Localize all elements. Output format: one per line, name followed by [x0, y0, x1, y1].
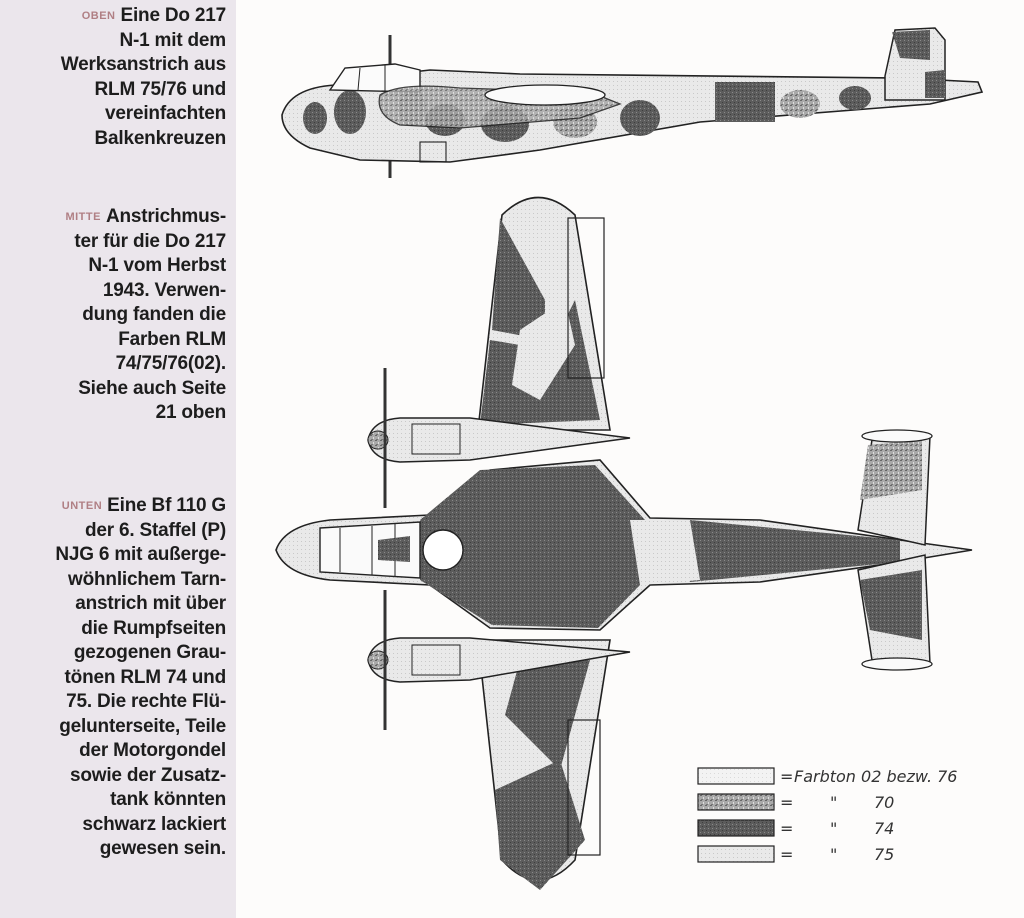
- caption-line: RLM 75/76 und: [94, 78, 226, 100]
- caption-line: der 6. Staffel (P): [84, 519, 226, 541]
- caption-top-lead: OBEN: [81, 10, 116, 22]
- caption-line: 21 oben: [155, 402, 226, 423]
- legend-swatch-light: [698, 768, 774, 784]
- legend-label: Farbton 02 bezw. 76: [794, 767, 958, 786]
- legend-swatch-pale: [698, 846, 774, 862]
- caption-bottom-lead: UNTEN: [61, 500, 103, 512]
- caption-line: gewesen sein.: [99, 838, 226, 859]
- camo-blotch: [839, 86, 871, 110]
- legend-eq: =: [780, 793, 794, 812]
- camo-patch: [860, 440, 922, 500]
- caption-line: vereinfachten: [105, 103, 226, 124]
- caption-line: gelunterseite, Teile: [59, 715, 226, 737]
- caption-line: N-1 vom Herbst: [88, 255, 226, 276]
- caption-line: gezogenen Grau-: [73, 642, 226, 663]
- camo-blotch: [925, 70, 945, 98]
- caption-line: sowie der Zusatz-: [69, 764, 226, 786]
- legend-eq: =: [780, 767, 794, 786]
- caption-line: 1943. Verwen-: [102, 279, 226, 301]
- caption-line: ter für die Do 217: [74, 230, 226, 252]
- legend-label: 75: [874, 845, 895, 864]
- camo-blotch: [620, 100, 660, 136]
- camo-blotch: [715, 82, 775, 122]
- caption-line: Farben RLM: [118, 328, 226, 350]
- color-legend: [698, 767, 957, 864]
- camo-blotch: [780, 90, 820, 118]
- caption-line: dung fanden die: [82, 304, 226, 325]
- wing-section: [485, 85, 605, 105]
- caption-line: 75. Die rechte Flü-: [66, 691, 226, 712]
- legend-swatch-dark: [698, 820, 774, 836]
- caption-line: Anstrichmus-: [105, 206, 226, 227]
- bf110-plan-view: [276, 198, 972, 891]
- legend-ditto: ": [830, 819, 838, 838]
- caption-line: Balkenkreuzen: [94, 127, 226, 149]
- tail-fin-top: [862, 430, 932, 442]
- caption-line: schwarz lackiert: [82, 813, 226, 835]
- tail-fin-bottom: [862, 658, 932, 670]
- caption-line: Eine Do 217: [120, 5, 226, 26]
- caption-line: 74/75/76(02).: [115, 353, 226, 374]
- legend-eq: =: [780, 845, 794, 864]
- do217-side-view: [282, 28, 982, 178]
- camo-patch: [630, 520, 700, 585]
- legend-label: 70: [874, 793, 895, 812]
- caption-line: der Motorgondel: [79, 740, 226, 761]
- caption-line: tank könnten: [110, 789, 226, 810]
- legend-eq: =: [780, 819, 794, 838]
- legend-swatch-speckle: [698, 794, 774, 810]
- caption-line: Eine Bf 110 G: [107, 495, 226, 516]
- caption-line: tönen RLM 74 und: [64, 666, 226, 688]
- camo-blotch: [303, 102, 327, 134]
- caption-line: die Rumpfseiten: [81, 617, 226, 639]
- legend-label: 74: [874, 819, 895, 838]
- caption-line: anstrich mit über: [75, 593, 226, 614]
- camo-blotch: [334, 90, 366, 134]
- caption-line: wöhnlichem Tarn-: [68, 568, 226, 590]
- caption-line: Siehe auch Seite: [78, 377, 226, 399]
- caption-line: N-1 mit dem: [119, 29, 226, 51]
- fuselage-roundel: [423, 530, 463, 570]
- caption-line: Werksanstrich aus: [60, 54, 226, 75]
- legend-ditto: ": [830, 793, 838, 812]
- caption-line: NJG 6 mit außerge-: [55, 544, 226, 565]
- legend-ditto: ": [830, 845, 838, 864]
- caption-middle-lead: MITTE: [65, 211, 101, 223]
